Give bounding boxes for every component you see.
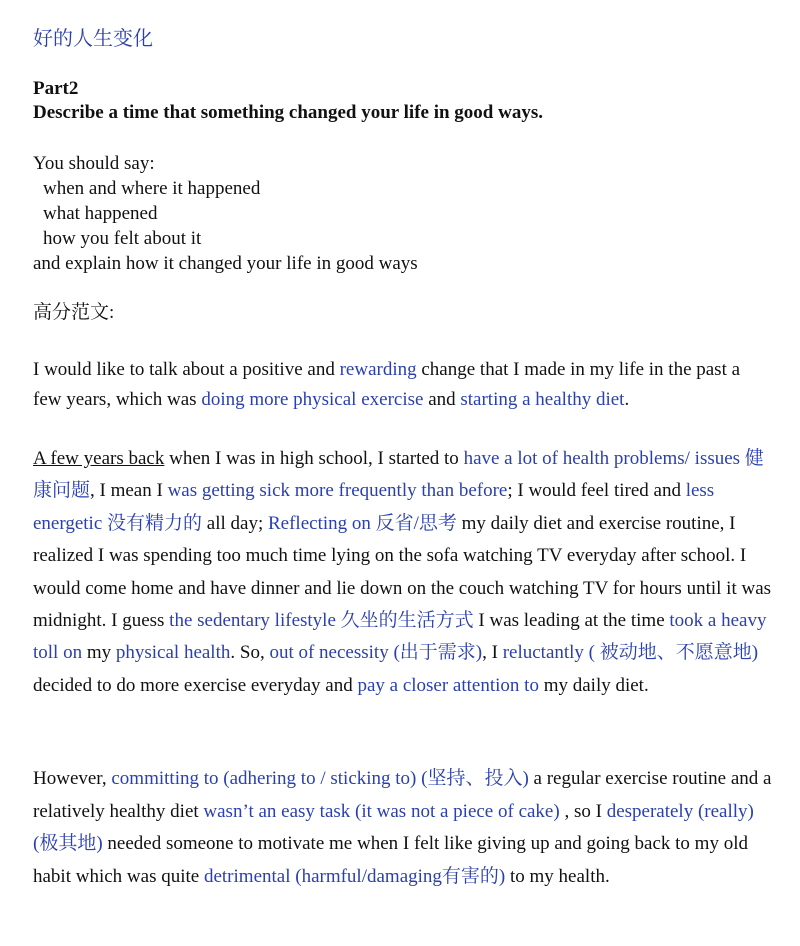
- highlighted-phrase: the sedentary lifestyle 久坐的生活方式: [169, 610, 474, 632]
- body-text: all day;: [202, 512, 268, 534]
- highlighted-phrase: doing more physical exercise: [201, 389, 424, 410]
- document-title: 好的人生变化: [33, 28, 153, 50]
- highlighted-phrase: pay a closer attention to: [357, 674, 539, 696]
- cue-closing: and explain how it changed your life in good ways: [33, 253, 418, 274]
- body-text: . So,: [230, 642, 270, 664]
- highlighted-phrase: committing to (adhering to / sticking to) (坚持、投入): [111, 768, 529, 789]
- body-text: and: [423, 389, 461, 410]
- highlighted-phrase: less energetic 没有精力的: [33, 480, 715, 534]
- cue-point: when and where it happened: [43, 178, 261, 199]
- cue-point: how you felt about it: [43, 228, 202, 249]
- highlighted-phrase: detrimental (harmful/damaging有害的): [203, 865, 506, 887]
- cue-point: what happened: [43, 203, 158, 224]
- sample-answer-label: 高分范文:: [33, 302, 115, 323]
- essay-paragraph: [33, 763, 773, 893]
- body-text: a regular exercise routine and a relatively healthy diet: [33, 768, 772, 822]
- part-heading: [33, 77, 543, 125]
- body-text: to my health.: [505, 865, 610, 887]
- highlighted-phrase: out of necessity (出于需求): [269, 642, 483, 664]
- body-text: , I mean I: [90, 480, 168, 502]
- body-text: , I: [482, 642, 503, 664]
- body-text: .: [624, 389, 630, 410]
- highlighted-phrase: rewarding: [339, 359, 417, 380]
- body-text: decided to do more exercise everyday and: [33, 674, 358, 696]
- highlighted-phrase: have a lot of health problems/ issues 健康问题: [33, 448, 764, 502]
- body-text: when I was in high school, I started to: [164, 448, 464, 469]
- body-text: However,: [33, 768, 112, 789]
- body-text: I was leading at the time: [473, 610, 670, 632]
- body-text: , so I: [559, 800, 607, 822]
- essay-paragraph: [33, 355, 773, 415]
- body-text: my daily diet and exercise routine, I realized I was spending too much time lying on the sofa watching TV everyday after school. I would come home and have dinner and lie down on the couch watching TV for hours until it was midnight. I guess: [33, 512, 772, 632]
- essay-paragraph: [33, 443, 773, 702]
- highlighted-phrase: reluctantly ( 被动地、不愿意地): [502, 642, 759, 664]
- cue-intro: You should say:: [33, 153, 155, 174]
- body-text: change that I made in my life in the past a few years, which was: [33, 359, 741, 410]
- highlighted-phrase: physical health: [115, 642, 231, 664]
- highlighted-phrase: was getting sick more frequently than before: [167, 480, 508, 502]
- body-text: needed someone to motivate me when I felt like giving up and going back to my old habit which was quite: [33, 833, 748, 887]
- body-text: my daily diet.: [538, 674, 649, 696]
- highlighted-phrase: desperately (really) (极其地): [33, 800, 754, 854]
- body-text: ; I would feel tired and: [507, 480, 686, 502]
- highlighted-phrase: Reflecting on 反省/思考: [267, 512, 457, 534]
- highlighted-phrase: starting a healthy diet: [460, 389, 625, 410]
- highlighted-phrase: wasn’t an easy task (it was not a piece of cake): [203, 800, 560, 822]
- highlighted-phrase: took a heavy toll on: [33, 610, 767, 664]
- body-text: my: [82, 642, 116, 664]
- underlined-phrase: A few years back: [33, 448, 165, 469]
- body-text: I would like to talk about a positive and: [33, 359, 340, 380]
- cue-card: [33, 151, 418, 276]
- part-label: Part2: [33, 78, 79, 99]
- task-prompt: Describe a time that something changed your life in good ways.: [33, 102, 543, 123]
